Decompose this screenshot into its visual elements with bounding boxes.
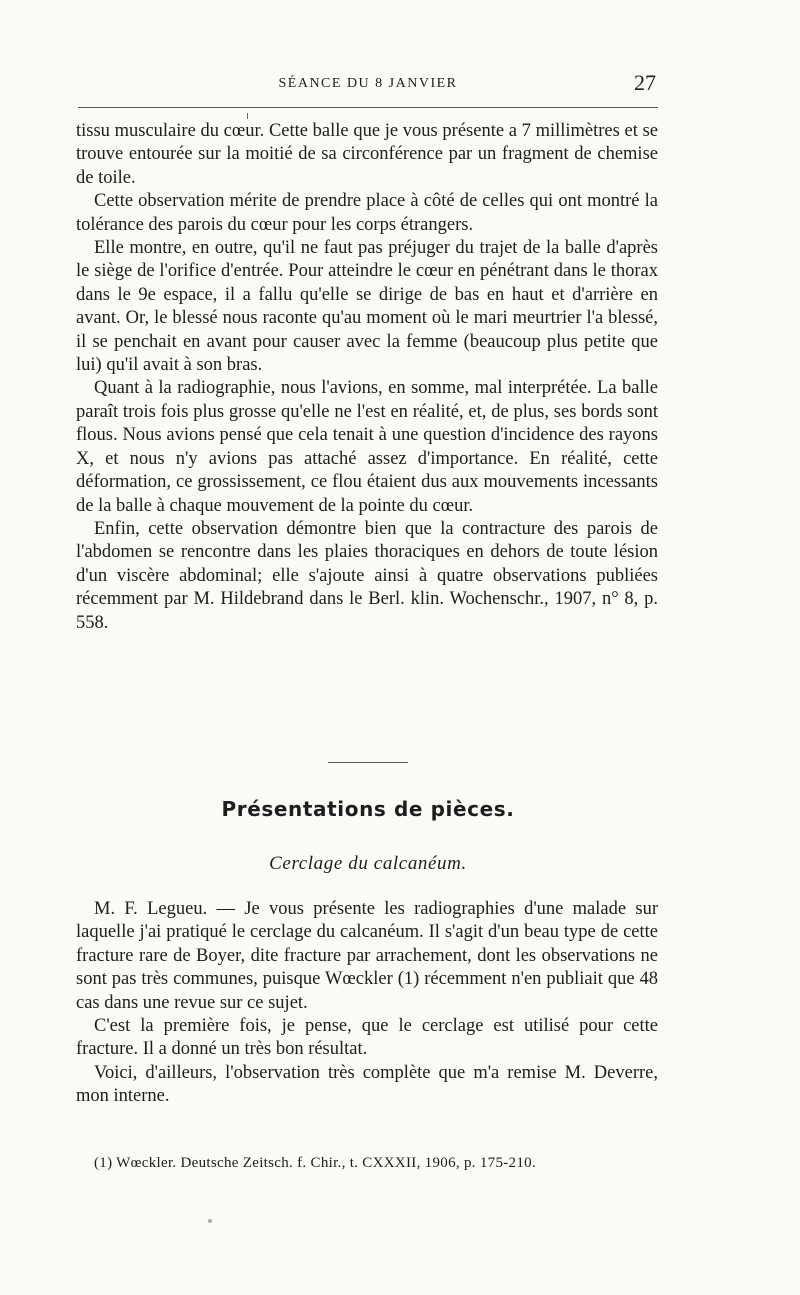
running-head [78,70,658,96]
paragraph: Cette observation mérite de prendre place à côté de celles qui ont montré la tolérance des parois du cœur pour les corps étrangers. [76,191,658,235]
paper-speck [208,1219,212,1223]
paragraph: Elle montre, en outre, qu'il ne faut pas préjuger du trajet de la balle d'après le siège de l'orifice d'entrée. Pour atteindre le cœur en pénétrant dans le thorax dans le 9e espace, il a fallu qu'elle se dirige de bas en haut et d'arrière en avant. Or, le blessé nous raconte qu'au moment où le mari meurtrier l'a blessé, il se penchait en avant pour causer avec la femme (beaucoup plus petite que lui) qu'il avait à son bras. [76,238,658,376]
body-text-section-1 [76,120,658,635]
paragraph: tissu musculaire du cœur. Cette balle que je vous présente a 7 millimètres et se trouve entourée sur la moitié de sa circonférence par un fragment de chemise de toile. [76,121,658,188]
running-title: SÉANCE DU 8 JANVIER [278,76,458,91]
section-heading: Présentations de pièces. [221,797,515,821]
paragraph: Quant à la radiographie, nous l'avions, en somme, mal interprétée. La balle paraît trois fois plus grosse qu'elle ne l'est en réalité, et, de plus, ses bords sont flous. Nous avions pensé que cela tenait à une question d'incidence des rayons X, et nous n'y avions pas attaché assez d'importance. En réalité, cette déformation, ce grossissement, ce flou étaient dus aux mouvements incessants de la balle à chaque mouvement de la pointe du cœur. [76,378,658,516]
paragraph: Voici, d'ailleurs, l'observation très complète que m'a remise M. Deverre, mon interne. [76,1062,658,1107]
header-rule [78,107,658,108]
section-separator [328,762,408,763]
footnote: (1) Wœckler. Deutsche Zeitsch. f. Chir., t. CXXXII, 1906, p. 175-210. [94,1155,537,1171]
paragraph: Enfin, cette observation démontre bien que la contracture des parois de l'abdomen se rencontre dans les plaies thoraciques en dehors de toute lésion d'un viscère abdominal; elle s'ajoute ainsi à quatre observations publiées récemment par M. Hildebrand dans le Berl. klin. Wochenschr., 1907, n° 8, p. 558. [76,518,658,633]
print-mark [247,113,248,119]
section-subheading: Cerclage du calcanéum. [269,853,467,874]
paragraph: M. F. Legueu. — Je vous présente les radiographies d'une malade sur laquelle j'ai pratiqué le cerclage du calcanéum. Il s'agit d'un beau type de cette fracture rare de Boyer, dite fracture par arrachement, dont les observations ne sont pas très communes, puisque Wœckler (1) récemment n'en publiait que 48 cas dans une revue sur ce sujet. [76,899,658,1013]
paragraph: C'est la première fois, je pense, que le cerclage est utilisé pour cette fracture. Il a donné un très bon résultat. [76,1016,658,1060]
page-number: 27 [634,70,656,95]
body-text-section-2 [76,898,658,1109]
